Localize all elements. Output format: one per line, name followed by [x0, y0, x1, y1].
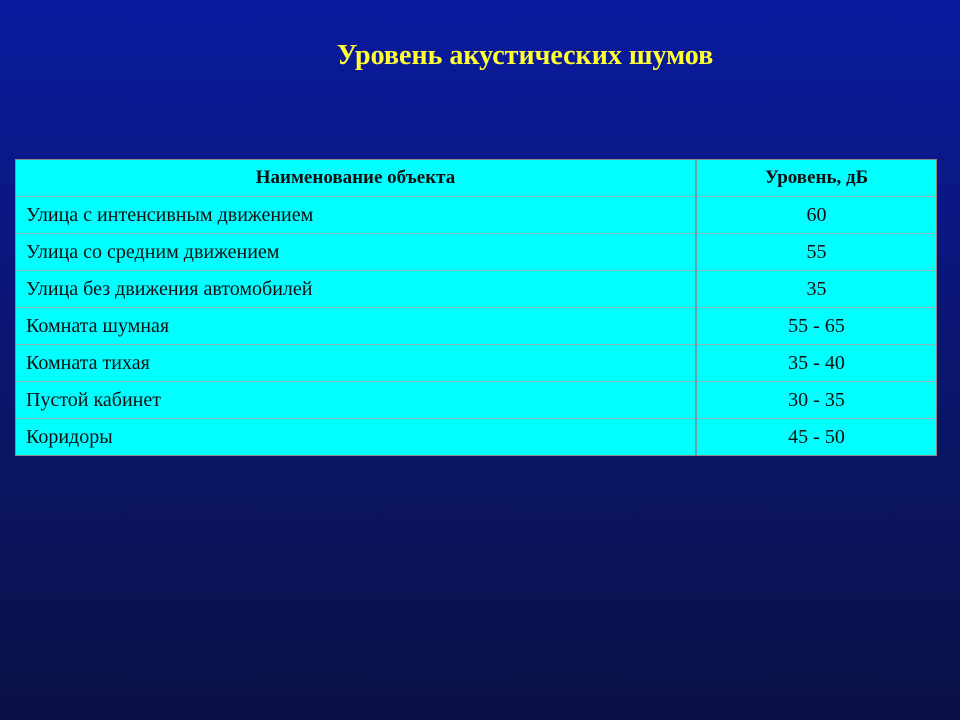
table-row [16, 419, 936, 456]
table-row [16, 271, 936, 308]
page-title: Уровень акустических шумов [336, 40, 714, 71]
noise-level-table [15, 159, 937, 456]
object-name-cell: Улица со средним движением [16, 234, 696, 271]
level-cell: 55 [696, 234, 936, 271]
object-name-cell: Пустой кабинет [16, 382, 696, 419]
object-name-cell: Комната шумная [16, 308, 696, 345]
header-level-db: Уровень, дБ [696, 160, 936, 197]
table-row [16, 234, 936, 271]
level-cell: 60 [696, 197, 936, 234]
object-name-cell: Улица без движения автомобилей [16, 271, 696, 308]
object-name-cell: Комната тихая [16, 345, 696, 382]
header-object-name: Наименование объекта [16, 160, 696, 197]
level-cell: 35 [696, 271, 936, 308]
level-cell: 35 - 40 [696, 345, 936, 382]
object-name-cell: Коридоры [16, 419, 696, 456]
table-header-row [16, 160, 936, 197]
table-row [16, 345, 936, 382]
level-cell: 30 - 35 [696, 382, 936, 419]
table-row [16, 308, 936, 345]
level-cell: 45 - 50 [788, 425, 845, 448]
table-row [16, 197, 936, 234]
object-name-cell: Улица с интенсивным движением [16, 197, 696, 234]
table-row [16, 382, 936, 419]
level-cell: 55 - 65 [696, 308, 936, 345]
